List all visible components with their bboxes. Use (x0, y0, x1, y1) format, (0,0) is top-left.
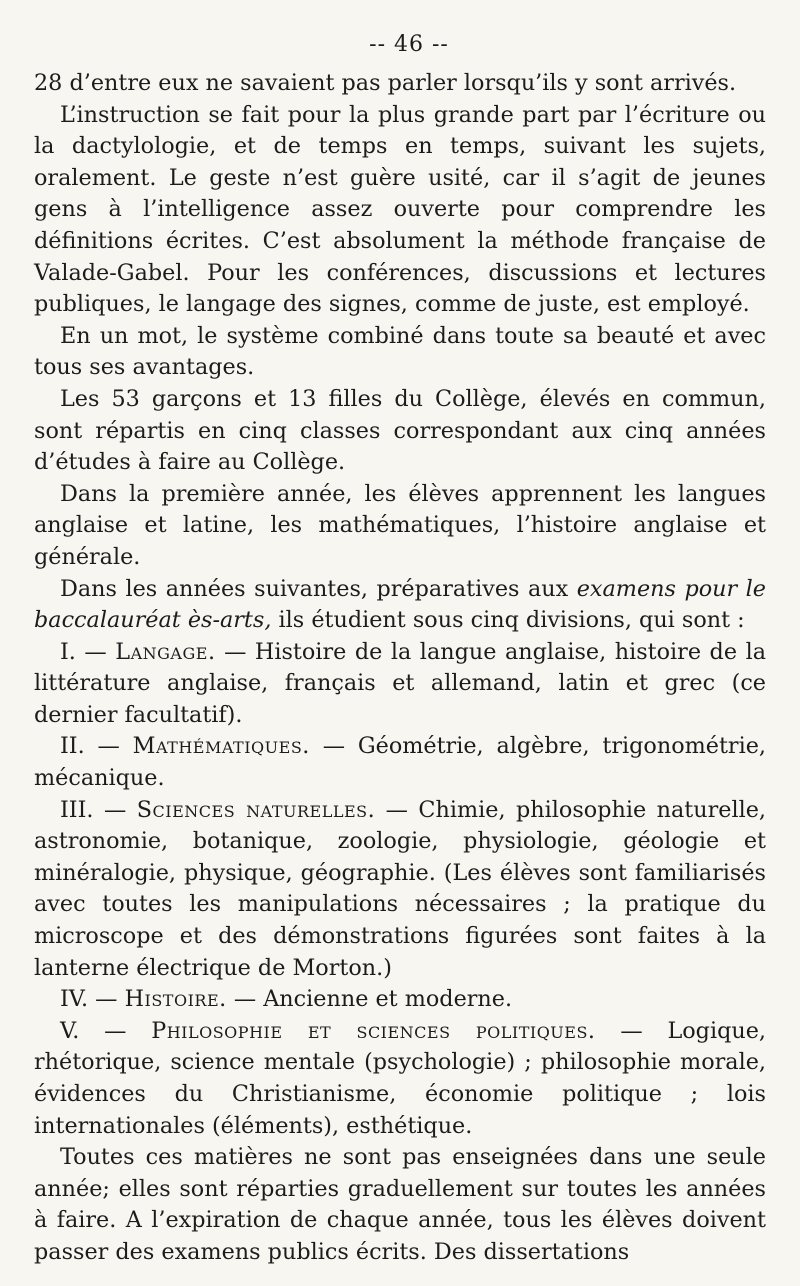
division-heading: Mathématiques. (132, 733, 310, 760)
division-numeral: II. — (60, 733, 133, 760)
division-histoire (34, 984, 766, 1016)
division-text: — Géométrie, algèbre, trigonométrie, mécanique. (34, 733, 766, 792)
paragraph-annees-suivantes (34, 574, 766, 637)
paragraph-premiere-annee: Dans la première année, les élèves apprennent les langues anglaise et latine, les mathématiques, l’histoire anglaise et générale. (34, 480, 766, 570)
italic-phrase: examens pour le baccalauréat ès-arts, (34, 575, 767, 634)
paragraph-classes: Les 53 garçons et 13 filles du Collège, élevés en commun, sont répartis en cinq classes correspondant aux cinq années d’études à faire au Collège. (34, 385, 766, 476)
division-sciences-naturelles (34, 795, 766, 985)
continuation-paragraph: 28 d’entre eux ne savaient pas parler lorsqu’ils y sont arrivés. (34, 70, 737, 96)
division-heading: Philosophie et sciences politiques. (151, 1017, 596, 1044)
division-numeral: IV. — (60, 986, 125, 1013)
division-numeral: III. — (60, 796, 137, 823)
division-text: — Histoire de la langue anglaise, histoire de la littérature anglaise, français et allemand, latin et grec (ce dernier facultatif). (34, 638, 766, 728)
paragraph-systeme: En un mot, le système combiné dans toute sa beauté et avec tous ses avantages. (34, 322, 766, 381)
page-number: -- 46 -- (369, 32, 449, 57)
closing-paragraph: Toutes ces matières ne sont pas enseignées dans une seule année; elles sont réparties graduellement sur toutes les années à faire. A l’expiration de chaque année, tous les élèves doivent passer des examens publics écrits. Des dissertations (34, 1144, 766, 1265)
division-mathematiques (34, 731, 766, 794)
division-text: — Chimie, philosophie naturelle, astronomie, botanique, zoologie, physiologie, géologie et minéralogie, physique, géographie. (Les élèves sont familiarisés avec toutes les manipulations nécessaires ; la pratique du microscope et des démonstrations figurées sont faites à la lanterne électrique de Morton.) (34, 796, 767, 981)
division-philosophie (34, 1016, 766, 1142)
paragraph-text: ils étudient sous cinq divisions, qui sont : (271, 607, 745, 634)
page-body (34, 68, 766, 1269)
division-numeral: I. — (60, 638, 116, 665)
division-langage (34, 637, 766, 732)
paragraph-instruction: L’instruction se fait pour la plus grande part par l’écriture ou la dactylologie, et de temps en temps, suivant les sujets, oralement. Le geste n’est guère usité, car il s’agit de jeunes gens à l’intelligence assez ouverte pour comprendre les définitions écrites. C’est absolument la méthode française de Valade-Gabel. Pour les conférences, discussions et lectures publiques, le langage des signes, comme de juste, est employé. (34, 101, 766, 318)
division-heading: Sciences naturelles. (136, 796, 376, 823)
division-text: — Ancienne et moderne. (226, 986, 513, 1013)
division-heading: Histoire. (124, 986, 227, 1013)
division-text: — Logique, rhétorique, science mentale (psychologie) ; philosophie morale, évidences du Christianisme, économie politique ; lois internationales (éléments), esthétique. (34, 1017, 766, 1139)
paragraph-text: Dans les années suivantes, préparatives aux (60, 575, 577, 602)
division-heading: Langage. (115, 638, 216, 665)
division-numeral: V. — (60, 1017, 152, 1044)
